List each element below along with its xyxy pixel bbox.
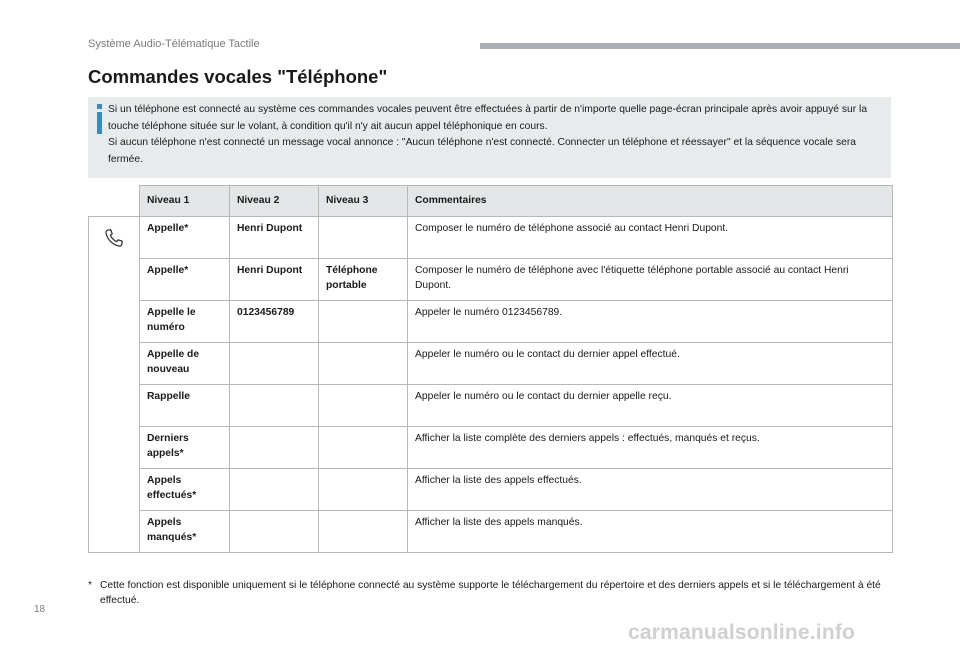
row-7-niveau-1: Appels effectués* — [140, 469, 230, 511]
running-header: Système Audio-Télématique Tactile — [88, 38, 260, 50]
row-4-comment: Appeler le numéro ou le contact du dernier appel effectué. — [408, 343, 893, 385]
row-6-comment: Afficher la liste complète des derniers appels : effectués, manqués et reçus. — [408, 427, 893, 469]
info-paragraph-1: Si un téléphone est connecté au système ces commandes vocales peuvent être effectuées à partir de n'importe quelle page-écran principale après avoir appuyé sur la touche téléphone située sur le volant, à condition qu'il n'y ait aucun appel téléphonique en cours. — [108, 104, 868, 132]
row-5-niveau-3 — [319, 385, 408, 427]
phone-icon — [103, 227, 125, 249]
table-row — [89, 427, 893, 469]
row-1-comment: Composer le numéro de téléphone associé au contact Henri Dupont. — [408, 217, 893, 259]
row-2-niveau-1: Appelle* — [140, 259, 230, 301]
row-8-niveau-1: Appels manqués* — [140, 511, 230, 553]
row-6-niveau-3 — [319, 427, 408, 469]
info-text — [108, 102, 883, 168]
row-3-niveau-1: Appelle le numéro — [140, 301, 230, 343]
footnote-marker: * — [88, 580, 93, 591]
table-row — [89, 385, 893, 427]
row-8-niveau-3 — [319, 511, 408, 553]
row-7-niveau-2 — [230, 469, 319, 511]
page-title: Commandes vocales "Téléphone" — [88, 66, 388, 87]
row-2-niveau-3: Téléphone portable — [319, 259, 408, 301]
header-niveau-3: Niveau 3 — [319, 186, 408, 217]
row-6-niveau-1: Derniers appels* — [140, 427, 230, 469]
row-4-niveau-2 — [230, 343, 319, 385]
row-2-comment: Composer le numéro de téléphone avec l'étiquette téléphone portable associé au contact Henri Dupont. — [408, 259, 893, 301]
header-commentaires: Commentaires — [408, 186, 893, 217]
row-5-niveau-2 — [230, 385, 319, 427]
row-3-comment: Appeler le numéro 0123456789. — [408, 301, 893, 343]
row-2-niveau-2: Henri Dupont — [230, 259, 319, 301]
table-row — [89, 217, 893, 259]
watermark: carmanualsonline.info — [628, 621, 856, 644]
header-niveau-2: Niveau 2 — [230, 186, 319, 217]
row-8-niveau-2 — [230, 511, 319, 553]
table-row — [89, 511, 893, 553]
table-row — [89, 259, 893, 301]
table-row — [89, 301, 893, 343]
footnote — [88, 578, 888, 608]
row-1-niveau-1: Appelle* — [140, 217, 230, 259]
row-4-niveau-3 — [319, 343, 408, 385]
row-8-comment: Afficher la liste des appels manqués. — [408, 511, 893, 553]
table-row — [89, 469, 893, 511]
row-3-niveau-2: 0123456789 — [230, 301, 319, 343]
table-row — [89, 343, 893, 385]
header-niveau-1: Niveau 1 — [140, 186, 230, 217]
footnote-text: Cette fonction est disponible uniquement si le téléphone connecté au système supporte le téléchargement du répertoire et des derniers appels et si le téléchargement à été effectué. — [100, 580, 881, 606]
row-5-niveau-1: Rappelle — [140, 385, 230, 427]
info-paragraph-2: Si aucun téléphone n'est connecté un message vocal annonce : "Aucun téléphone n'est connecté. Connecter un téléphone et réessayer" et la séquence vocale sera fermée. — [108, 137, 856, 165]
row-7-comment: Afficher la liste des appels effectués. — [408, 469, 893, 511]
table-header-row — [89, 186, 893, 217]
header-rule — [480, 43, 960, 49]
row-5-comment: Appeler le numéro ou le contact du dernier appelle reçu. — [408, 385, 893, 427]
row-3-niveau-3 — [319, 301, 408, 343]
phone-icon-cell — [89, 217, 140, 553]
row-6-niveau-2 — [230, 427, 319, 469]
table-header-blank — [89, 186, 140, 217]
voice-commands-table — [88, 185, 893, 553]
page-number: 18 — [34, 604, 46, 615]
info-icon — [94, 104, 106, 134]
row-1-niveau-2: Henri Dupont — [230, 217, 319, 259]
row-7-niveau-3 — [319, 469, 408, 511]
row-1-niveau-3 — [319, 217, 408, 259]
info-box — [88, 97, 891, 178]
row-4-niveau-1: Appelle de nouveau — [140, 343, 230, 385]
